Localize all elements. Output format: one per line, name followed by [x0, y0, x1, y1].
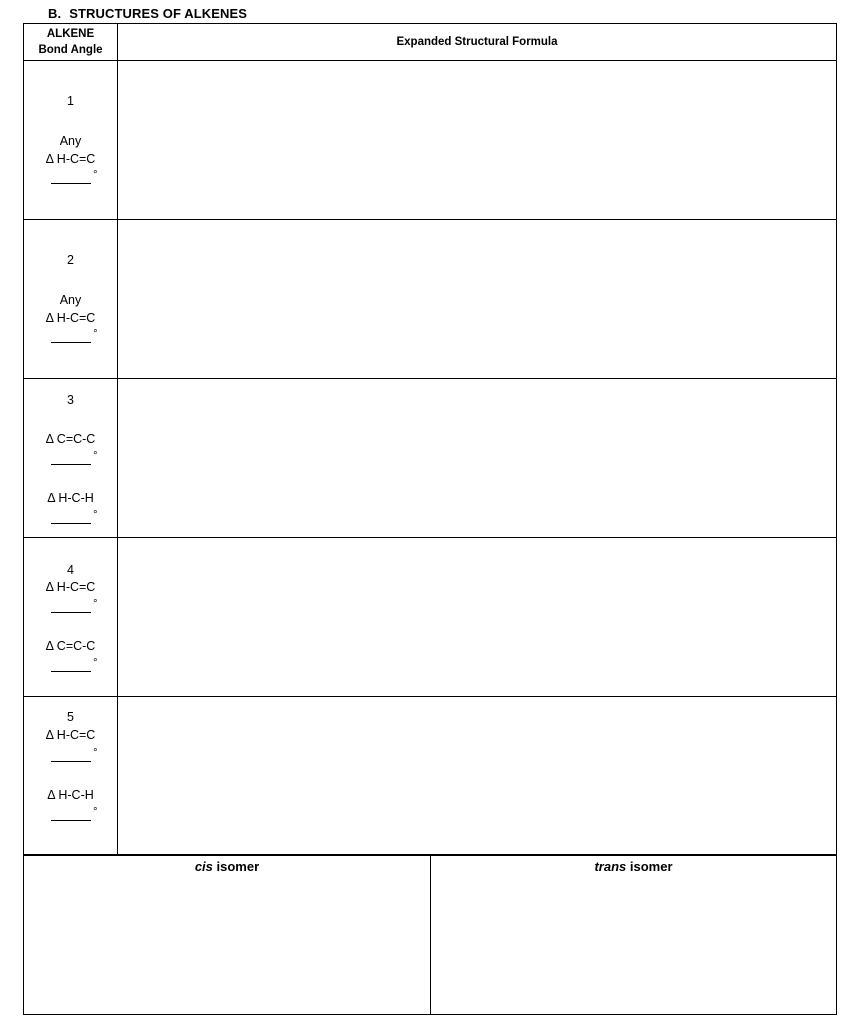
header-left-line1: ALKENE	[46, 28, 95, 40]
degree-symbol: °	[93, 806, 98, 818]
section-title: STRUCTURES OF ALKENES	[69, 6, 248, 21]
any-label: Any	[59, 293, 82, 307]
formula-answer-area-3[interactable]	[118, 379, 837, 538]
formula-answer-area-2[interactable]	[118, 220, 837, 379]
table-row	[24, 379, 837, 538]
isomer-row	[24, 855, 837, 1015]
degree-symbol: °	[93, 747, 98, 759]
alkene-cell-1	[24, 61, 118, 220]
angle-answer-blank[interactable]	[51, 328, 98, 343]
angle-answer-blank[interactable]	[51, 747, 98, 762]
cis-label: cis	[194, 859, 213, 874]
isomer-word: isomer	[626, 859, 673, 874]
alkene-number: 4	[67, 563, 74, 577]
table-row	[24, 61, 837, 220]
alkene-cell-5	[24, 697, 118, 856]
isomer-word: isomer	[212, 859, 260, 874]
header-left-line2: Bond Angle	[38, 44, 103, 56]
alkene-number: 2	[67, 253, 74, 267]
alkene-cell-4	[24, 538, 118, 697]
alkene-cell-3	[24, 379, 118, 538]
table-row	[24, 538, 837, 697]
angle-label: Δ H-C=C	[45, 728, 96, 742]
angle-answer-blank[interactable]	[51, 509, 98, 524]
angle-label: Δ C=C-C	[45, 432, 96, 446]
alkene-cell-2	[24, 220, 118, 379]
angle-answer-blank[interactable]	[51, 598, 98, 613]
section-letter: B.	[48, 6, 62, 21]
alkene-number: 1	[67, 94, 74, 108]
trans-isomer-heading	[431, 855, 836, 874]
cis-isomer-cell[interactable]	[24, 855, 431, 1015]
degree-symbol: °	[93, 450, 98, 462]
degree-symbol: °	[93, 169, 98, 181]
formula-answer-area-4[interactable]	[118, 538, 837, 697]
table-header-row	[24, 24, 837, 61]
table-row	[24, 697, 837, 856]
header-expanded-formula: Expanded Structural Formula	[118, 24, 837, 61]
trans-isomer-cell[interactable]	[431, 855, 837, 1015]
angle-label: Δ H-C=C	[45, 152, 96, 166]
angle-answer-blank[interactable]	[51, 450, 98, 465]
table-row	[24, 220, 837, 379]
degree-symbol: °	[93, 657, 98, 669]
degree-symbol: °	[93, 328, 98, 340]
angle-answer-blank[interactable]	[51, 806, 98, 821]
formula-answer-area-1[interactable]	[118, 61, 837, 220]
cis-isomer-heading	[24, 855, 430, 874]
angle-label: Δ H-C-H	[47, 788, 94, 802]
isomer-table	[23, 854, 837, 1015]
alkene-number: 5	[67, 710, 74, 724]
formula-answer-area-5[interactable]	[118, 697, 837, 856]
angle-answer-blank[interactable]	[51, 169, 98, 184]
angle-answer-blank[interactable]	[51, 657, 98, 672]
angle-label: Δ H-C=C	[45, 311, 96, 325]
header-alkene-bond-angle	[24, 24, 118, 61]
trans-label: trans	[594, 859, 627, 874]
any-label: Any	[59, 134, 82, 148]
section-heading	[48, 6, 247, 21]
degree-symbol: °	[93, 598, 98, 610]
angle-label: Δ H-C-H	[47, 491, 94, 505]
alkene-number: 3	[67, 393, 74, 407]
degree-symbol: °	[93, 509, 98, 521]
angle-label: Δ C=C-C	[45, 639, 96, 653]
angle-label: Δ H-C=C	[45, 580, 96, 594]
alkene-structures-table	[23, 23, 837, 856]
